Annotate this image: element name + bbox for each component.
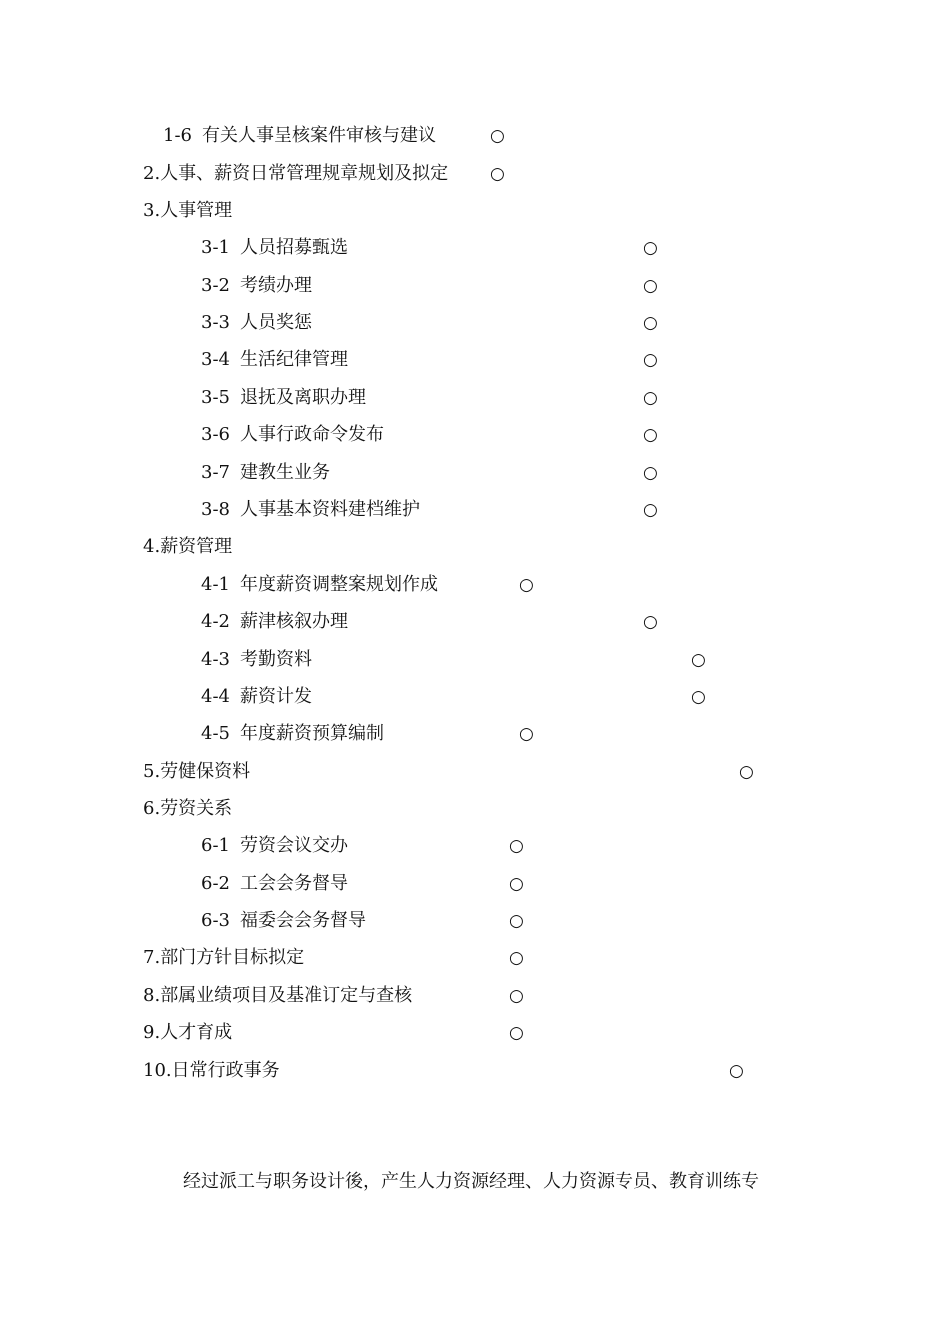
item-number: 10. — [143, 1060, 172, 1081]
item-number: 6-2 — [201, 873, 230, 894]
item-label: 劳资关系 — [160, 798, 233, 819]
item-number: 3-8 — [201, 499, 230, 520]
list-item — [201, 386, 366, 410]
section-heading — [143, 797, 232, 821]
item-number: 3-7 — [201, 462, 230, 483]
item-number: 3-4 — [201, 349, 230, 370]
circle-mark-icon: ○ — [643, 276, 658, 296]
item-number: 3. — [143, 200, 161, 221]
item-label: 劳资会议交办 — [240, 835, 348, 856]
list-item — [201, 461, 330, 485]
item-label: 部门方针目标拟定 — [160, 947, 305, 968]
item-number: 7. — [143, 947, 161, 968]
list-item — [201, 573, 438, 597]
list-item — [201, 872, 348, 896]
circle-mark-icon: ○ — [509, 874, 524, 894]
item-label: 薪津核叙办理 — [240, 611, 348, 632]
item-number: 3-5 — [201, 387, 230, 408]
list-item — [201, 236, 348, 260]
list-item — [143, 1059, 280, 1083]
list-item — [201, 311, 312, 335]
circle-mark-icon: ○ — [519, 575, 534, 595]
list-item — [143, 1021, 232, 1045]
circle-mark-icon: ○ — [509, 836, 524, 856]
item-label: 年度薪资调整案规划作成 — [240, 574, 438, 595]
item-number: 6-1 — [201, 835, 230, 856]
item-label: 部属业绩项目及基准订定与查核 — [160, 985, 413, 1006]
item-label: 人员奖惩 — [240, 312, 312, 333]
circle-mark-icon: ○ — [643, 463, 658, 483]
item-number: 4-3 — [201, 649, 230, 670]
circle-mark-icon: ○ — [739, 762, 754, 782]
item-label: 退抚及离职办理 — [240, 387, 366, 408]
circle-mark-icon: ○ — [729, 1061, 744, 1081]
item-number: 1-6 — [163, 125, 192, 146]
item-number: 3-3 — [201, 312, 230, 333]
circle-mark-icon: ○ — [643, 500, 658, 520]
list-item — [201, 348, 348, 372]
circle-mark-icon: ○ — [509, 1023, 524, 1043]
list-item — [201, 722, 384, 746]
list-item — [143, 984, 412, 1008]
circle-mark-icon: ○ — [509, 911, 524, 931]
item-number: 4-1 — [201, 574, 230, 595]
circle-mark-icon: ○ — [490, 126, 505, 146]
item-label: 劳健保资料 — [160, 761, 251, 782]
item-label: 福委会会务督导 — [240, 910, 366, 931]
item-number: 6-3 — [201, 910, 230, 931]
list-item — [201, 648, 312, 672]
item-number: 4. — [143, 536, 161, 557]
item-label: 考勤资料 — [240, 649, 312, 670]
item-number: 9. — [143, 1022, 161, 1043]
list-item — [201, 274, 312, 298]
list-item — [143, 946, 304, 970]
item-label: 建教生业务 — [240, 462, 330, 483]
list-item — [143, 162, 448, 186]
item-number: 5. — [143, 761, 161, 782]
item-number: 6. — [143, 798, 161, 819]
list-item — [201, 423, 384, 447]
item-label: 年度薪资预算编制 — [240, 723, 384, 744]
item-number: 2. — [143, 163, 161, 184]
circle-mark-icon: ○ — [691, 650, 706, 670]
circle-mark-icon: ○ — [643, 612, 658, 632]
item-label: 日常行政事务 — [171, 1060, 280, 1081]
list-item — [201, 685, 312, 709]
item-number: 3-2 — [201, 275, 230, 296]
item-label: 薪资计发 — [240, 686, 312, 707]
item-label: 人事基本资料建档维护 — [240, 499, 420, 520]
list-item — [163, 124, 436, 148]
item-label: 人事管理 — [160, 200, 233, 221]
list-item — [143, 760, 250, 784]
item-number: 3-1 — [201, 237, 230, 258]
list-item — [201, 610, 348, 634]
list-item — [201, 834, 348, 858]
circle-mark-icon: ○ — [643, 388, 658, 408]
item-label: 人才育成 — [160, 1022, 233, 1043]
item-label: 人事行政命令发布 — [240, 424, 384, 445]
item-label: 人员招募甄选 — [240, 237, 348, 258]
item-label: 生活纪律管理 — [240, 349, 348, 370]
section-heading — [143, 199, 232, 223]
list-item — [201, 498, 420, 522]
circle-mark-icon: ○ — [643, 238, 658, 258]
section-heading — [143, 535, 232, 559]
body-paragraph: 经过派工与职务设计後，产生人力资源经理、人力资源专员、教育训练专 — [183, 1171, 759, 1192]
circle-mark-icon: ○ — [490, 164, 505, 184]
circle-mark-icon: ○ — [509, 986, 524, 1006]
item-number: 8. — [143, 985, 161, 1006]
item-label: 考绩办理 — [240, 275, 312, 296]
list-item — [201, 909, 366, 933]
circle-mark-icon: ○ — [643, 350, 658, 370]
item-number: 3-6 — [201, 424, 230, 445]
item-label: 薪资管理 — [160, 536, 233, 557]
circle-mark-icon: ○ — [509, 948, 524, 968]
circle-mark-icon: ○ — [691, 687, 706, 707]
item-number: 4-5 — [201, 723, 230, 744]
item-label: 有关人事呈核案件审核与建议 — [202, 125, 436, 146]
item-number: 4-4 — [201, 686, 230, 707]
item-label: 人事、薪资日常管理规章规划及拟定 — [160, 163, 449, 184]
item-number: 4-2 — [201, 611, 230, 632]
item-label: 工会会务督导 — [240, 873, 348, 894]
circle-mark-icon: ○ — [643, 425, 658, 445]
circle-mark-icon: ○ — [643, 313, 658, 333]
circle-mark-icon: ○ — [519, 724, 534, 744]
